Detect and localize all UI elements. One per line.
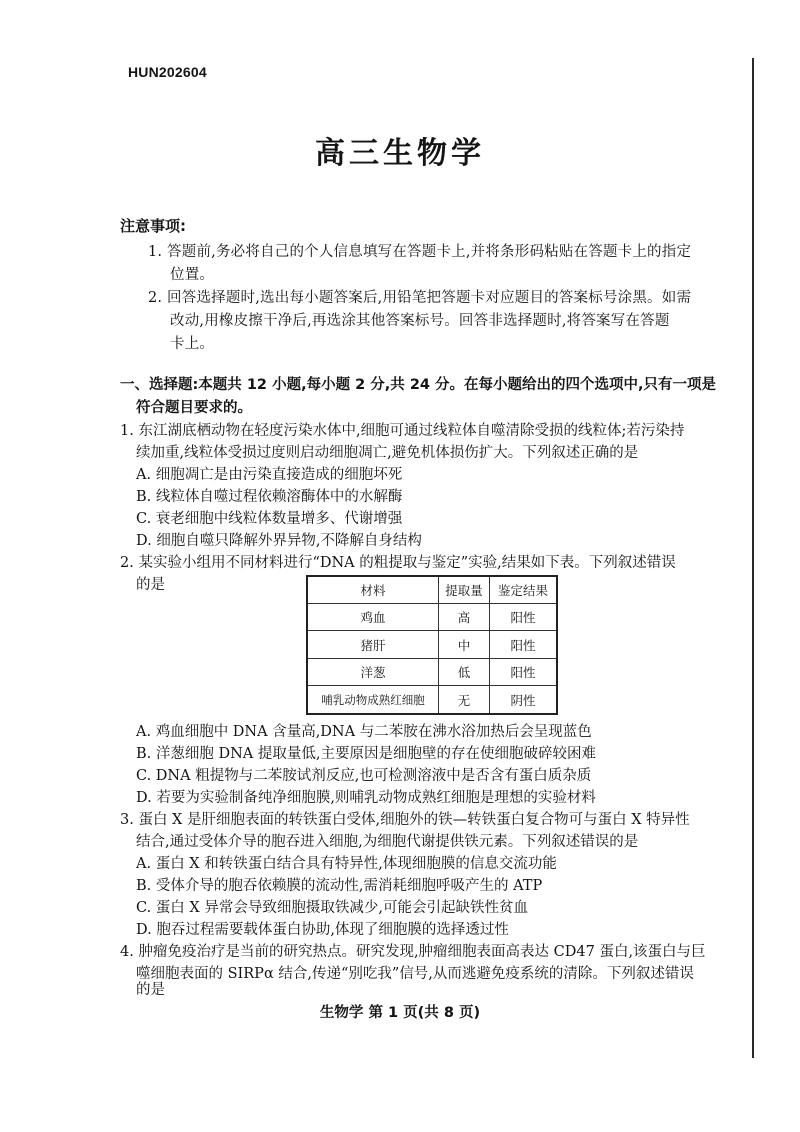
section-heading: 一、选择题:本题共 12 小题,每小题 2 分,共 24 分。在每小题给出的四个选项中,只有一项是 (120, 377, 717, 393)
table-cell: 猪肝 (307, 631, 439, 658)
table-cell: 阳性 (490, 631, 558, 658)
note-line: 1. 答题前,务必将自己的个人信息填写在答题卡上,并将条形码粘贴在答题卡上的指定 (148, 244, 692, 260)
note-line: 位置。 (170, 267, 215, 283)
question-2-option-c: C. DNA 粗提物与二苯胺试剂反应,也可检测溶液中是否含有蛋白质杂质 (136, 768, 592, 784)
notes-heading: 注意事项: (120, 217, 186, 235)
table-header-cell: 提取量 (439, 576, 490, 604)
table-cell: 低 (439, 658, 490, 685)
table-cell: 哺乳动物成熟红细胞 (307, 686, 439, 714)
question-2-option-b: B. 洋葱细胞 DNA 提取量低,主要原因是细胞壁的存在使细胞破碎较困难 (136, 746, 596, 762)
question-4-stem-cont: 噬细胞表面的 SIRPα 结合,传递“别吃我”信号,从而逃避免疫系统的清除。下列叙述错误 (136, 966, 694, 982)
question-1-option-b: B. 线粒体自噬过程依赖溶酶体中的水解酶 (136, 489, 403, 505)
question-3-stem: 3. 蛋白 X 是肝细胞表面的转铁蛋白受体,细胞外的铁—转铁蛋白复合物可与蛋白 X 特异性 (120, 812, 690, 828)
table-cell: 无 (439, 686, 490, 714)
question-1-stem-cont: 续加重,线粒体受损过度则启动细胞凋亡,避免机体损伤扩大。下列叙述正确的是 (136, 445, 639, 461)
table-header-cell: 鉴定结果 (490, 576, 558, 604)
question-2-stem: 2. 某实验小组用不同材料进行“DNA 的粗提取与鉴定”实验,结果如下表。下列叙述错误 (120, 555, 676, 571)
question-1-option-a: A. 细胞凋亡是由污染直接造成的细胞坏死 (136, 467, 403, 483)
table-cell: 中 (439, 631, 490, 658)
question-3-stem-cont: 结合,通过受体介导的胞吞进入细胞,为细胞代谢提供铁元素。下列叙述错误的是 (136, 834, 639, 850)
question-3-option-b: B. 受体介导的胞吞依赖膜的流动性,需消耗细胞呼吸产生的 ATP (136, 878, 543, 894)
table-cell: 阳性 (490, 658, 558, 685)
question-3-option-a: A. 蛋白 X 和转铁蛋白结合具有特异性,体现细胞膜的信息交流功能 (136, 856, 557, 872)
table-row (307, 686, 557, 714)
table-cell: 阳性 (490, 604, 558, 631)
question-2-stem-cont: 的是 (136, 577, 165, 593)
table-cell: 高 (439, 604, 490, 631)
dna-results-table (306, 575, 558, 715)
question-2-option-a: A. 鸡血细胞中 DNA 含量高,DNA 与二苯胺在沸水浴加热后会呈现蓝色 (136, 724, 592, 740)
question-2-option-d: D. 若要为实验制备纯净细胞膜,则哺乳动物成熟红细胞是理想的实验材料 (136, 790, 596, 806)
table-row (307, 631, 557, 658)
note-line: 2. 回答选择题时,选出每小题答案后,用铅笔把答题卡对应题目的答案标号涂黑。如需 (148, 290, 692, 306)
table-row (307, 658, 557, 685)
question-1-stem: 1. 东江湖底栖动物在轻度污染水体中,细胞可通过线粒体自噬清除受损的线粒体;若污染持 (120, 423, 685, 439)
question-4-stem: 4. 肿瘤免疫治疗是当前的研究热点。研究发现,肿瘤细胞表面高表达 CD47 蛋白,该蛋白与巨 (120, 944, 706, 960)
note-line: 卡上。 (170, 336, 215, 352)
table-header-cell: 材料 (307, 576, 439, 604)
question-1-option-c: C. 衰老细胞中线粒体数量增多、代谢增强 (136, 511, 403, 527)
question-3-option-c: C. 蛋白 X 异常会导致细胞摄取铁减少,可能会引起缺铁性贫血 (136, 900, 528, 916)
question-3-option-d: D. 胞吞过程需要载体蛋白协助,体现了细胞膜的选择透过性 (136, 922, 509, 938)
table-cell: 阴性 (490, 686, 558, 714)
table-cell: 鸡血 (307, 604, 439, 631)
exam-code: HUN202604 (128, 64, 207, 80)
page-title: 高三生物学 (315, 136, 485, 171)
table-header-row (307, 576, 557, 604)
note-line: 改动,用橡皮擦干净后,再选涂其他答案标号。回答非选择题时,将答案写在答题 (170, 313, 670, 329)
table-cell: 洋葱 (307, 658, 439, 685)
page-edge-line (752, 58, 754, 1058)
section-heading-cont: 符合题目要求的。 (136, 400, 252, 416)
question-4-stem-end: 的是 (136, 982, 165, 998)
question-1-option-d: D. 细胞自噬只降解外界异物,不降解自身结构 (136, 533, 422, 549)
page-footer: 生物学 第 1 页(共 8 页) (319, 1005, 481, 1021)
table-row (307, 604, 557, 631)
